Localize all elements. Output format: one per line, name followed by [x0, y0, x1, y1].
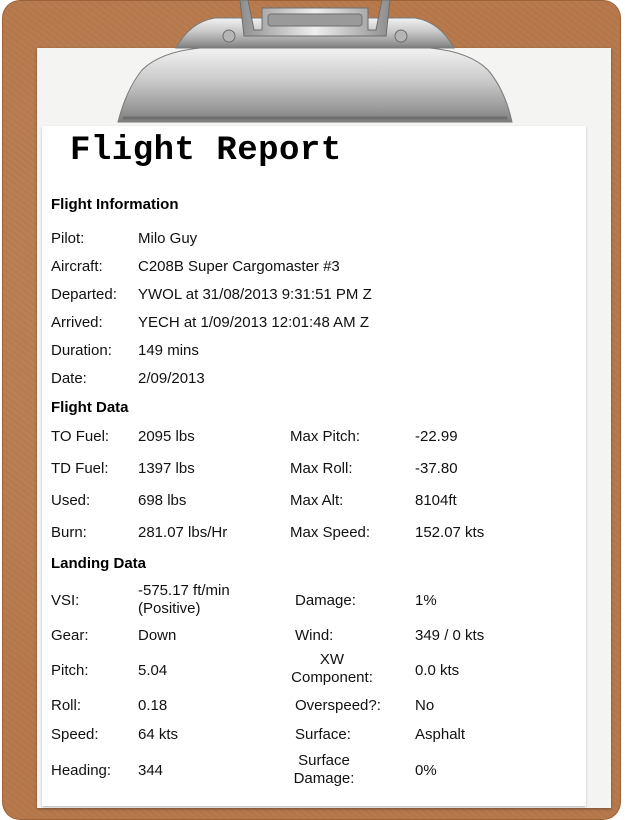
report-title: Flight Report — [70, 132, 342, 170]
to-fuel-value: 2095 lbs — [138, 428, 195, 445]
speed-label: Speed: — [51, 726, 99, 743]
max-alt-label: Max Alt: — [290, 492, 344, 509]
max-roll-label: Max Roll: — [290, 460, 353, 477]
duration-value: 149 mins — [138, 342, 199, 359]
speed-value: 64 kts — [138, 726, 179, 743]
xw-component-label — [290, 651, 374, 687]
max-roll-value: -37.80 — [415, 460, 458, 477]
max-speed-label: Max Speed: — [290, 524, 371, 541]
surface-damage-label-line1: Surface — [298, 752, 350, 769]
date-label: Date: — [51, 370, 87, 387]
pilot-value: Milo Guy — [138, 230, 198, 247]
date-value: 2/09/2013 — [138, 370, 205, 387]
vsi-value-rate: -575.17 ft/min — [138, 582, 230, 599]
burn-label: Burn: — [51, 524, 87, 541]
td-fuel-label: TD Fuel: — [51, 460, 109, 477]
duration-label: Duration: — [51, 342, 112, 359]
vsi-value-status: (Positive) — [138, 600, 201, 617]
flight-data-heading: Flight Data — [51, 399, 129, 416]
max-pitch-label: Max Pitch: — [290, 428, 361, 445]
pitch-value: 5.04 — [138, 662, 168, 679]
surface-damage-label — [290, 752, 358, 788]
heading-label: Heading: — [51, 762, 112, 779]
landing-data-heading: Landing Data — [51, 555, 147, 572]
departed-value: YWOL at 31/08/2013 9:31:51 PM Z — [138, 286, 372, 303]
overspeed-label: Overspeed?: — [295, 697, 381, 714]
roll-label: Roll: — [51, 697, 82, 714]
wind-value: 349 / 0 kts — [415, 627, 485, 644]
aircraft-value: C208B Super Cargomaster #3 — [138, 258, 340, 275]
pilot-label: Pilot: — [51, 230, 85, 247]
departed-label: Departed: — [51, 286, 117, 303]
pitch-label: Pitch: — [51, 662, 89, 679]
xw-component-value: 0.0 kts — [415, 662, 460, 679]
wind-label: Wind: — [295, 627, 334, 644]
flight-information-heading: Flight Information — [51, 196, 179, 213]
clipboard-clip-icon — [0, 0, 625, 130]
arrived-value: YECH at 1/09/2013 12:01:48 AM Z — [138, 314, 369, 331]
aircraft-label: Aircraft: — [51, 258, 103, 275]
max-pitch-value: -22.99 — [415, 428, 458, 445]
max-alt-value: 8104ft — [415, 492, 457, 509]
damage-value: 1% — [415, 592, 437, 609]
arrived-label: Arrived: — [51, 314, 103, 331]
used-value: 698 lbs — [138, 492, 187, 509]
surface-damage-label-line2: Damage: — [293, 770, 355, 787]
vsi-label: VSI: — [51, 592, 80, 609]
roll-value: 0.18 — [138, 697, 168, 714]
gear-value: Down — [138, 627, 177, 644]
td-fuel-value: 1397 lbs — [138, 460, 195, 477]
xw-component-label-line2: Component: — [291, 669, 373, 686]
overspeed-value: No — [415, 697, 435, 714]
surface-damage-value: 0% — [415, 762, 437, 779]
surface-value: Asphalt — [415, 726, 466, 743]
used-label: Used: — [51, 492, 91, 509]
surface-label: Surface: — [295, 726, 351, 743]
xw-component-label-line1: XW — [319, 651, 345, 668]
heading-value: 344 — [138, 762, 164, 779]
damage-label: Damage: — [295, 592, 356, 609]
gear-label: Gear: — [51, 627, 89, 644]
vsi-value — [138, 582, 230, 618]
to-fuel-label: TO Fuel: — [51, 428, 110, 445]
max-speed-value: 152.07 kts — [415, 524, 485, 541]
burn-value: 281.07 lbs/Hr — [138, 524, 228, 541]
